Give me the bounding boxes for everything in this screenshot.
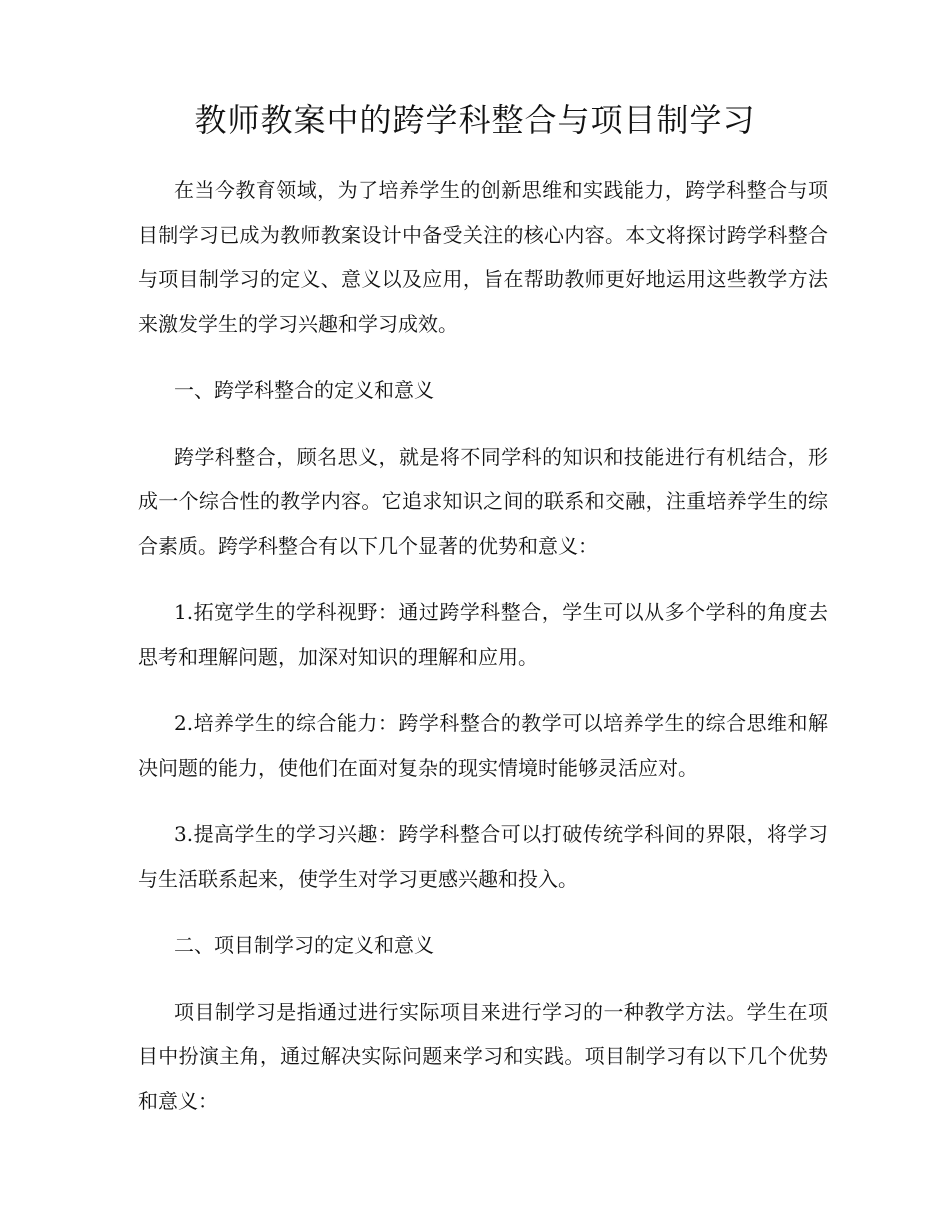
section-1-heading: 一、跨学科整合的定义和意义 [174,378,434,402]
section-2-paragraph: 项目制学习是指通过进行实际项目来进行学习的一种教学方法。学生在项目中扮演主角，通过解决实际问题来学习和实践。项目制学习有以下几个优势和意义： [138,999,828,1113]
list-item-1: 1.拓宽学生的学科视野：通过跨学科整合，学生可以从多个学科的角度去思考和理解问题，加深对知识的理解和应用。 [138,600,828,669]
document-title: 教师教案中的跨学科整合与项目制学习 [194,101,756,139]
list-item-3: 3.提高学生的学习兴趣：跨学科整合可以打破传统学科间的界限，将学习与生活联系起来，使学生对学习更感兴趣和投入。 [138,822,828,891]
section-1-paragraph: 跨学科整合，顾名思义，就是将不同学科的知识和技能进行有机结合，形成一个综合性的教学内容。它追求知识之间的联系和交融，注重培养学生的综合素质。跨学科整合有以下几个显著的优势和意义： [138,444,828,558]
section-2-heading: 二、项目制学习的定义和意义 [174,933,434,957]
document-body [138,168,828,1145]
list-item-2: 2.培养学生的综合能力：跨学科整合的教学可以培养学生的综合思维和解决问题的能力，使他们在面对复杂的现实情境时能够灵活应对。 [138,711,828,780]
intro-paragraph: 在当今教育领域，为了培养学生的创新思维和实践能力，跨学科整合与项目制学习已成为教师教案设计中备受关注的核心内容。本文将探讨跨学科整合与项目制学习的定义、意义以及应用，旨在帮助教师更好地运用这些教学方法来激发学生的学习兴趣和学习成效。 [138,178,828,336]
